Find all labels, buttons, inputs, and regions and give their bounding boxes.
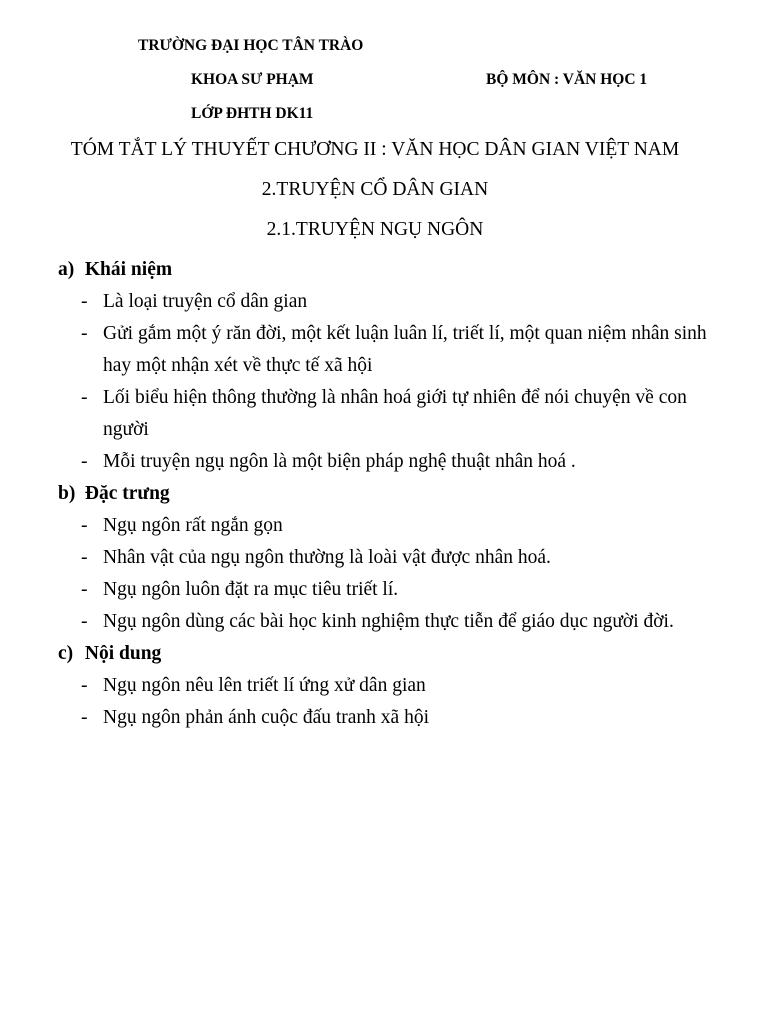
- dash-bullet: -: [81, 547, 88, 568]
- list-item: [58, 382, 718, 446]
- section-heading-text: Khái niệm: [84, 259, 173, 280]
- list-item: [58, 542, 718, 574]
- list-item-text: Là loại truyện cổ dân gian: [103, 291, 308, 312]
- list-item-text: Ngụ ngôn rất ngắn gọn: [103, 515, 283, 536]
- section-marker: a): [58, 259, 75, 280]
- list-item-text: Ngụ ngôn nêu lên triết lí ứng xử dân gian: [103, 675, 426, 696]
- list-item: [58, 574, 718, 606]
- document-body: [58, 254, 718, 734]
- section-marker: c): [58, 643, 74, 664]
- dash-bullet: -: [81, 515, 88, 536]
- section-heading-text: Nội dung: [84, 643, 162, 664]
- dash-bullet: -: [81, 323, 88, 344]
- list-item: [58, 702, 718, 734]
- list-item-text: Ngụ ngôn phản ánh cuộc đấu tranh xã hội: [103, 707, 429, 728]
- dash-bullet: -: [81, 387, 88, 408]
- list-item-text: Gửi gắm một ý răn đời, một kết luận luân lí, triết lí, một quan niệm nhân sinh hay một nhận xét về thực tế xã hội: [103, 323, 707, 376]
- list-item: [58, 606, 718, 638]
- class-name: LỚP ĐHTH DK11: [191, 105, 314, 122]
- faculty-name: KHOA SƯ PHẠM: [191, 71, 314, 88]
- bullet-list: [58, 286, 718, 478]
- list-item: [58, 318, 718, 382]
- section-heading: [58, 638, 718, 670]
- list-item-text: Nhân vật của ngụ ngôn thường là loài vật được nhân hoá.: [103, 547, 551, 568]
- section-heading-text: Đặc trưng: [84, 483, 170, 504]
- list-item: [58, 446, 718, 478]
- dash-bullet: -: [81, 451, 88, 472]
- dash-bullet: -: [81, 675, 88, 696]
- bullet-list: [58, 510, 718, 638]
- list-item-text: Mỗi truyện ngụ ngôn là một biện pháp nghệ thuật nhân hoá .: [103, 451, 576, 472]
- list-item: [58, 286, 718, 318]
- section-heading: [58, 254, 718, 286]
- section-content: [58, 638, 718, 734]
- list-item: [58, 510, 718, 542]
- list-item-text: Ngụ ngôn dùng các bài học kinh nghiệm thực tiễn để giáo dục người đời.: [103, 611, 674, 632]
- section-concept: [58, 254, 718, 478]
- section-subtitle: 2.1.TRUYỆN NGỤ NGÔN: [266, 219, 484, 240]
- bullet-list: [58, 670, 718, 734]
- department-name: BỘ MÔN : VĂN HỌC 1: [486, 71, 648, 88]
- dash-bullet: -: [81, 291, 88, 312]
- list-item-text: Ngụ ngôn luôn đặt ra mục tiêu triết lí.: [103, 579, 399, 600]
- section-marker: b): [58, 483, 76, 504]
- chapter-subtitle: 2.TRUYỆN CỔ DÂN GIAN: [261, 179, 489, 200]
- list-item-text: Lối biểu hiện thông thường là nhân hoá giới tự nhiên để nói chuyện về con người: [103, 387, 687, 440]
- dash-bullet: -: [81, 707, 88, 728]
- document-title: TÓM TẮT LÝ THUYẾT CHƯƠNG II : VĂN HỌC DÂN GIAN VIỆT NAM: [70, 139, 680, 160]
- dash-bullet: -: [81, 611, 88, 632]
- section-characteristics: [58, 478, 718, 638]
- dash-bullet: -: [81, 579, 88, 600]
- list-item: [58, 670, 718, 702]
- section-heading: [58, 478, 718, 510]
- school-name: TRƯỜNG ĐẠI HỌC TÂN TRÀO: [138, 37, 364, 54]
